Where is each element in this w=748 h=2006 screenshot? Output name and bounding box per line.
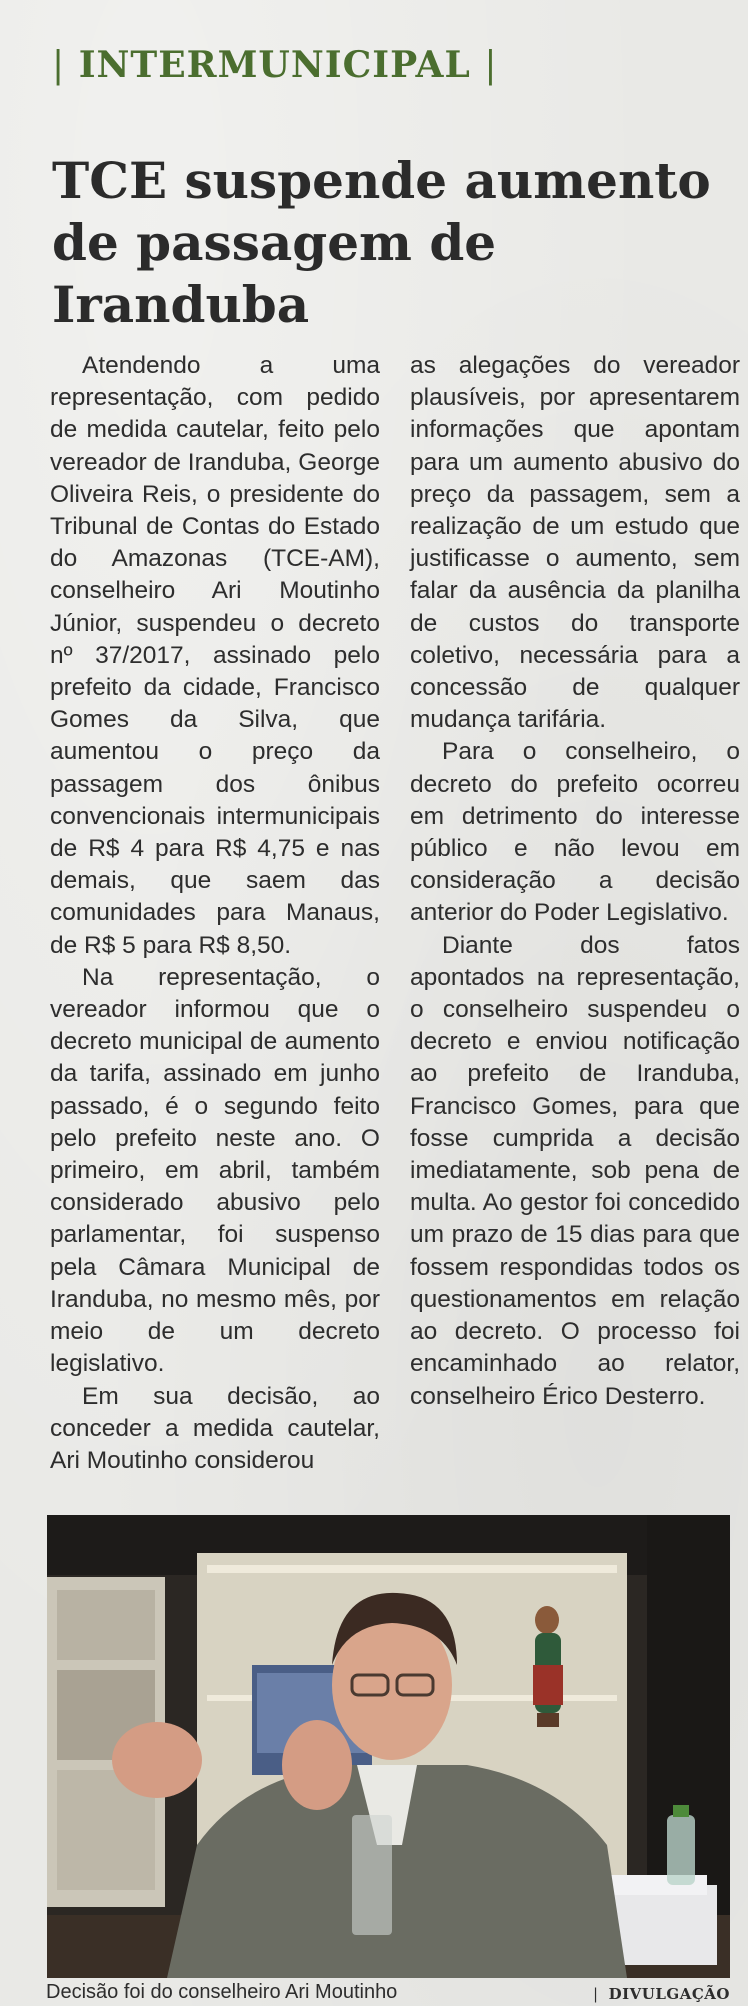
article-photo bbox=[47, 1515, 730, 1978]
credit-text: DIVULGAÇÃO bbox=[608, 1985, 730, 2003]
paragraph: Diante dos fatos apontados na representação, o conselheiro suspendeu o decreto e enviou notificação ao prefeito de Iranduba, Francisco Gomes, para que fosse cumprida a decisão imediatamente, sob pena de multa. Ao gestor foi concedido um prazo de 15 dias para que fossem respondidas todos os questionamentos em relação ao decreto. O processo foi encaminhado ao relator, conselheiro Érico Desterro. bbox=[410, 931, 740, 1410]
paragraph: Atendendo a uma representação, com pedido de medida cautelar, feito pelo vereador de Iranduba, George Oliveira Reis, o presidente do Tribunal de Contas do Estado do Amazonas (TCE-AM), conselheiro Ari Moutinho Júnior, suspendeu o decreto nº 37/2017, assinado pelo prefeito da cidade, Francisco Gomes da Silva, que aumentou o preço da passagem dos ônibus convencionais intermunicipais de R$ 4 para R$ 4,75 e nas demais, que saem das comunidades para Manaus, de R$ 5 para R$ 8,50. bbox=[50, 352, 380, 959]
section-name: INTERMUNICIPAL bbox=[78, 44, 471, 86]
credit-separator: | bbox=[593, 1985, 599, 2003]
paragraph-continued: as alegações do vereador plausíveis, por apresentarem informações que apontam para um aumento abusivo do preço da passagem, sem a realização de um estudo que justificasse o aumento, sem falar da ausência da planilha de custos do transporte coletivo, necessária para a concessão de qualquer mudança tarifária. bbox=[410, 352, 740, 734]
article-column-right bbox=[410, 350, 740, 1413]
photo-credit bbox=[593, 1985, 730, 2003]
section-label bbox=[52, 44, 497, 86]
paragraph: Para o conselheiro, o decreto do prefeito ocorreu em detrimento do interesse público e não levou em consideração a decisão anterior do Poder Legislativo. bbox=[410, 738, 740, 927]
paragraph: Na representação, o vereador informou que o decreto municipal de aumento da tarifa, assinado em junho passado, é o segundo feito pelo prefeito neste ano. O primeiro, em abril, também considerado abusivo pelo parlamentar, foi suspenso pela Câmara Municipal de Iranduba, no mesmo mês, por meio de um decreto legislativo. bbox=[50, 963, 380, 1378]
article-column-left bbox=[50, 350, 380, 1477]
photo-caption: Decisão foi do conselheiro Ari Moutinho bbox=[46, 1981, 398, 2003]
section-bar-right: | bbox=[484, 45, 498, 86]
article-headline: TCE suspende aumento de passagem de Iranduba bbox=[52, 151, 711, 334]
section-bar-left: | bbox=[52, 45, 66, 86]
photo-illustration bbox=[47, 1515, 730, 1978]
paragraph: Em sua decisão, ao conceder a medida cautelar, Ari Moutinho considerou bbox=[50, 1382, 380, 1474]
